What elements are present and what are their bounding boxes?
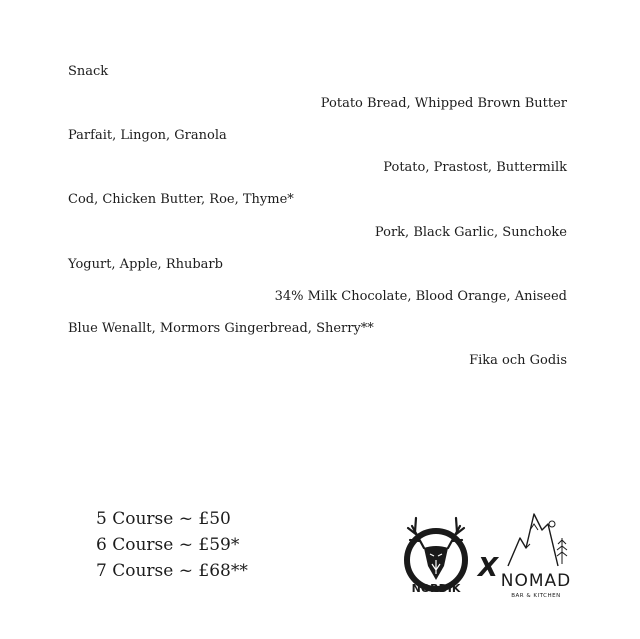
nomad-wordmark: NOMAD xyxy=(500,571,572,591)
mountain-snow-icon xyxy=(526,524,538,548)
menu-course-7: Yogurt, Apple, Rhubarb xyxy=(68,257,223,272)
menu-course-3: Parfait, Lingon, Granola xyxy=(68,128,227,143)
menu-course-5: Cod, Chicken Butter, Roe, Thyme* xyxy=(68,192,294,207)
price-6-course: 6 Course ~ £59* xyxy=(96,535,240,555)
logos-svg xyxy=(402,504,576,604)
menu-course-2: Potato Bread, Whipped Brown Butter xyxy=(320,96,567,111)
nomad-tagline: BAR & KITCHEN xyxy=(511,593,561,599)
collab-logos xyxy=(402,504,576,604)
menu-course-4: Potato, Prastost, Buttermilk xyxy=(383,160,567,175)
pricing-block xyxy=(96,506,248,584)
menu-course-1: Snack xyxy=(68,64,109,79)
price-7-course: 7 Course ~ £68** xyxy=(96,561,248,581)
nordik-logo xyxy=(407,518,465,595)
pine-tree-icon xyxy=(557,538,567,564)
menu-course-10: Fika och Godis xyxy=(469,353,567,368)
menu-course-8: 34% Milk Chocolate, Blood Orange, Aniseed xyxy=(274,289,567,304)
collab-x-separator: X xyxy=(477,553,499,583)
menu-course-9: Blue Wenallt, Mormors Gingerbread, Sherry** xyxy=(68,321,374,336)
nomad-logo xyxy=(501,514,572,599)
menu-course-6: Pork, Black Garlic, Sunchoke xyxy=(374,225,567,240)
price-5-course: 5 Course ~ £50 xyxy=(96,509,231,529)
sun-icon xyxy=(549,521,555,527)
nordik-wordmark: NORDIK xyxy=(411,582,461,595)
